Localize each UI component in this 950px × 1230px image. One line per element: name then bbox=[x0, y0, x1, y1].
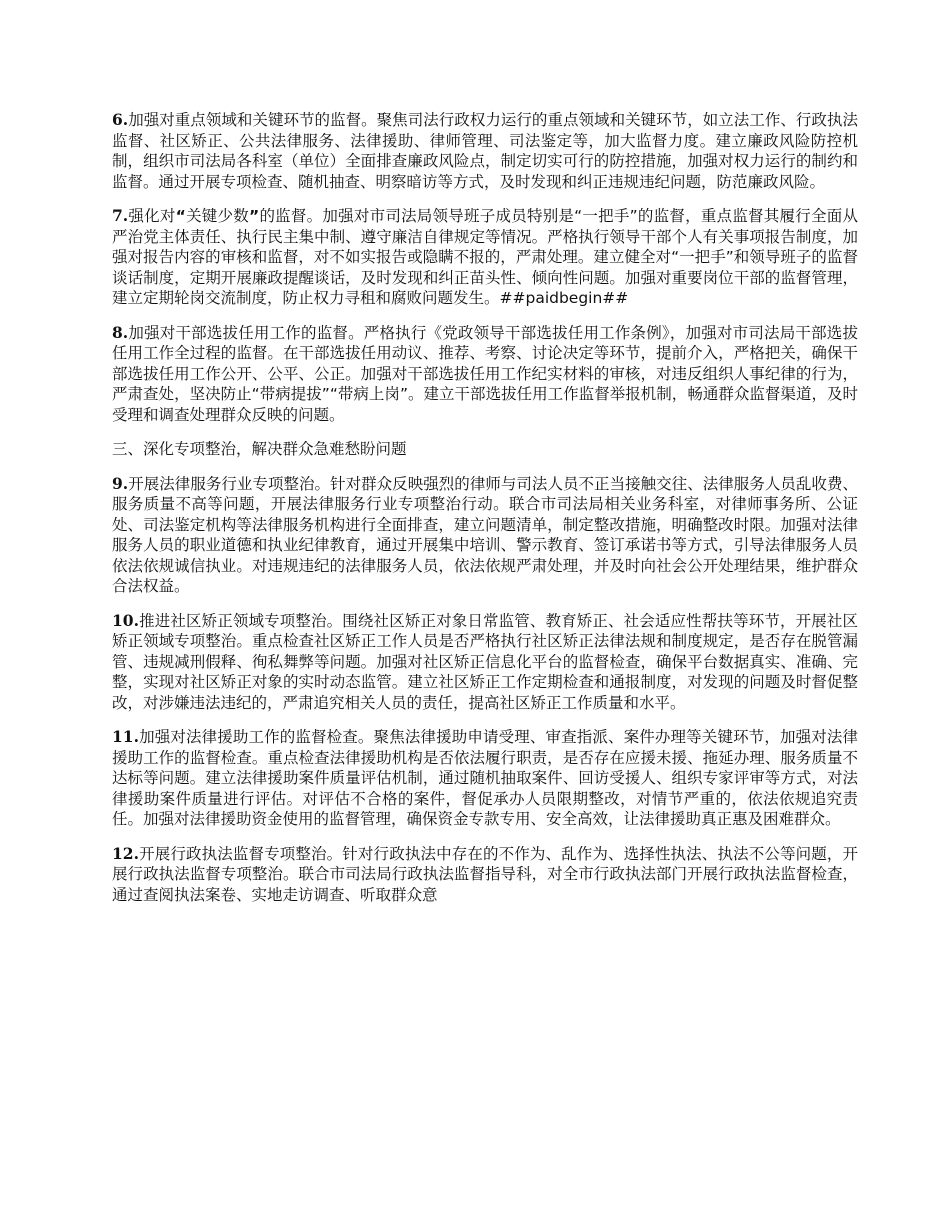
paragraph-8 bbox=[112, 323, 858, 426]
paragraph-text: 加强对法律援助工作的监督检查。聚焦法律援助申请受理、审查指派、案件办理等关键环节，加强对法律援助工作的监督检查。重点检查法律援助机构是否依法履行职责，是否存在应援未援、拖延办理、服务质量不达标等问题。建立法律援助案件质量评估机制，通过随机抽取案件、回访受援人、组织专家评审等方式，对法律援助案件质量进行评估。对评估不合格的案件，督促承办人员限期整改，对情节严重的，依法依规追究责任。加强对法律援助资金使用的监督管理，确保资金专款专用、安全高效，让法律援助真正惠及困难群众。 bbox=[112, 728, 858, 828]
paragraph-11 bbox=[112, 727, 858, 830]
paragraph-text: 强化对 bbox=[128, 207, 176, 225]
paragraph-number: 9. bbox=[112, 473, 129, 493]
paragraph-6 bbox=[112, 110, 858, 192]
paragraph-text: 开展行政执法监督专项整治。针对行政执法中存在的不作为、乱作为、选择性执法、执法不公等问题，开展行政执法监督专项整治。联合市司法局行政执法监督指导科，对全市行政执法部门开展行政执法监督检查，通过查阅执法案卷、实地走访调查、听取群众意 bbox=[112, 844, 858, 904]
paragraph-text: 加强对干部选拔任用工作的监督。严格执行《党政领导干部选拔任用工作条例》，加强对市司法局干部选拔任用工作全过程的监督。在干部选拔任用动议、推荐、考察、讨论决定等环节，提前介入，严格把关，确保干部选拔任用工作公开、公平、公正。加强对干部选拔任用工作纪实材料的审核，对违反组织人事纪律的行为，严肃查处，坚决防止“带病提拔”“带病上岗”。建立干部选拔任用工作监督举报机制，畅通群众监督渠道，及时受理和调查处理群众反映的问题。 bbox=[112, 323, 858, 424]
paragraph-number: 10. bbox=[112, 610, 139, 630]
paragraph-number: 8. bbox=[112, 322, 129, 342]
paragraph-text: 推进社区矫正领域专项整治。围绕社区矫正对象日常监管、教育矫正、社会适应性帮扶等环节，开展社区矫正领域专项整治。重点检查社区矫正工作人员是否严格执行社区矫正法律法规和制度规定，是否存在脱管漏管、违规减刑假释、徇私舞弊等问题。加强对社区矫正信息化平台的监督检查，确保平台数据真实、准确、完整，实现对社区矫正对象的实时动态监管。建立社区矫正工作定期检查和通报制度，对发现的问题及时督促整改，对涉嫌违法违纪的，严肃追究相关人员的责任，提高社区矫正工作质量和水平。 bbox=[112, 611, 858, 712]
section-heading: 三、深化专项整治，解决群众急难愁盼问题 bbox=[112, 440, 407, 458]
close-quote: ” bbox=[249, 207, 260, 225]
paragraph-9 bbox=[112, 474, 858, 597]
paragraph-text: 的监督。加强对市司法局领导班子成员特别是“一把手”的监督，重点监督其履行全面从严治党主体责任、执行民主集中制、遵守廉洁自律规定等情况。严格执行领导干部个人有关事项报告制度，加强对报告内容的审核和监督，对不如实报告或隐瞒不报的，严肃处理。建立健全对“一把手”和领导班子的监督谈话制度，定期开展廉政提醒谈话，及时发现和纠正苗头性、倾向性问题。加强对重要岗位干部的监督管理，建立定期轮岗交流制度，防止权力寻租和腐败问题发生。##paidbegin## bbox=[112, 207, 858, 307]
paragraph-12 bbox=[112, 844, 858, 906]
open-quote: “ bbox=[175, 207, 186, 225]
paragraph-number: 7. bbox=[112, 206, 129, 225]
paragraph-text: 关键少数 bbox=[185, 207, 250, 225]
paragraph-text: 开展法律服务行业专项整治。针对群众反映强烈的律师与司法人员不正当接触交往、法律服务人员乱收费、服务质量不高等问题，开展法律服务行业专项整治行动。联合市司法局相关业务科室，对律师事务所、公证处、司法鉴定机构等法律服务机构进行全面排查，建立问题清单，制定整改措施，明确整改时限。加强对法律服务人员的职业道德和执业纪律教育，通过开展集中培训、警示教育、签订承诺书等方式，引导法律服务人员依法依规诚信执业。对违规违纪的法律服务人员，依法依规严肃处理，并及时向社会公开处理结果，维护群众合法权益。 bbox=[112, 474, 858, 595]
paragraph-number: 6. bbox=[112, 110, 129, 129]
paragraph-number: 11. bbox=[112, 727, 139, 746]
paragraph-10 bbox=[112, 611, 858, 714]
paragraph-7 bbox=[112, 206, 858, 309]
paragraph-number: 12. bbox=[112, 843, 139, 863]
paragraph-text: 加强对重点领域和关键环节的监督。聚焦司法行政权力运行的重点领域和关键环节，如立法工作、行政执法监督、社区矫正、公共法律服务、法律援助、律师管理、司法鉴定等，加大监督力度。建立廉政风险防控机制，组织市司法局各科室（单位）全面排查廉政风险点，制定切实可行的防控措施，加强对权力运行的制约和监督。通过开展专项检查、随机抽查、明察暗访等方式，及时发现和纠正违规违纪问题，防范廉政风险。 bbox=[112, 111, 858, 191]
